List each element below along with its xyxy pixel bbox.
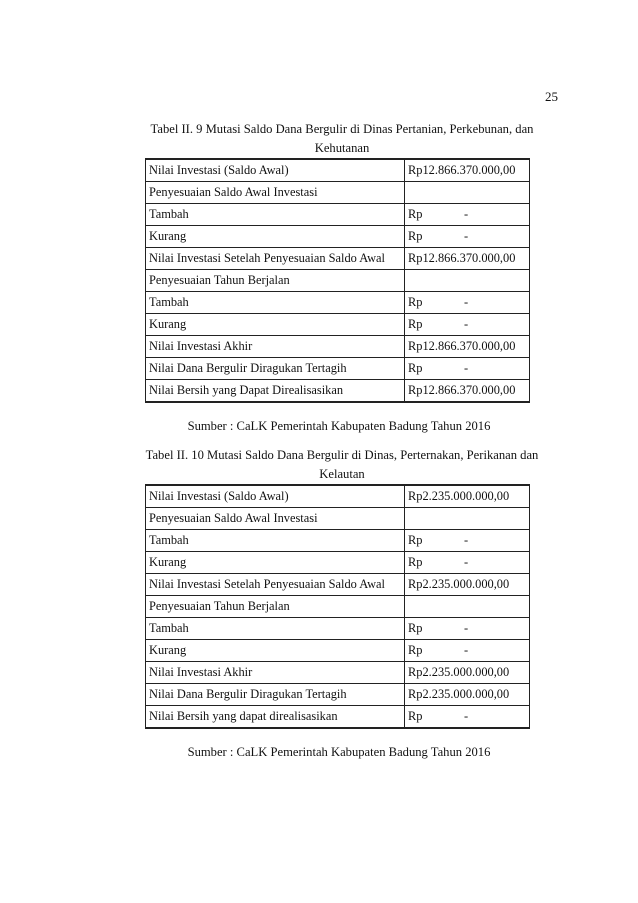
currency-symbol: Rp — [408, 643, 423, 657]
row-value — [405, 204, 530, 226]
currency-symbol: Rp — [408, 229, 423, 243]
table-row — [146, 358, 530, 380]
row-value: Rp12.866.370.000,00 — [405, 159, 530, 182]
row-label: Penyesuaian Saldo Awal Investasi — [146, 508, 405, 530]
amount-dash: - — [464, 533, 469, 547]
row-value: Rp2.235.000.000,00 — [405, 684, 530, 706]
table-row — [146, 336, 530, 358]
amount-dash: - — [464, 709, 469, 723]
row-label: Kurang — [146, 314, 405, 336]
row-label: Nilai Investasi Setelah Penyesuaian Saldo Awal — [146, 248, 405, 270]
currency-symbol: Rp — [408, 361, 423, 375]
row-value: Rp2.235.000.000,00 — [405, 662, 530, 684]
currency-symbol: Rp — [408, 621, 423, 635]
row-value — [405, 314, 530, 336]
row-label: Penyesuaian Saldo Awal Investasi — [146, 182, 405, 204]
currency-symbol: Rp — [408, 709, 423, 723]
table-row — [146, 618, 530, 640]
row-label: Tambah — [146, 618, 405, 640]
table-2-caption-line1: Tabel II. 10 Mutasi Saldo Dana Bergulir di Dinas, Perternakan, Perikanan dan — [145, 448, 539, 462]
row-value — [405, 596, 530, 618]
table-row — [146, 552, 530, 574]
table-row — [146, 596, 530, 618]
currency-symbol: Rp — [408, 555, 423, 569]
table-row — [146, 226, 530, 248]
table-2 — [145, 484, 530, 729]
table-1 — [145, 158, 530, 403]
table-row — [146, 380, 530, 403]
table-row — [146, 314, 530, 336]
table-row — [146, 508, 530, 530]
row-label: Nilai Dana Bergulir Diragukan Tertagih — [146, 684, 405, 706]
table-2-source: Sumber : CaLK Pemerintah Kabupaten Badung Tahun 2016 — [187, 745, 491, 759]
table-2-caption — [120, 446, 564, 484]
row-label: Nilai Dana Bergulir Diragukan Tertagih — [146, 358, 405, 380]
row-label: Nilai Investasi Setelah Penyesuaian Saldo Awal — [146, 574, 405, 596]
row-value — [405, 552, 530, 574]
table-row — [146, 574, 530, 596]
row-label: Kurang — [146, 552, 405, 574]
row-value: Rp2.235.000.000,00 — [405, 574, 530, 596]
row-value — [405, 640, 530, 662]
row-label: Nilai Bersih yang Dapat Direalisasikan — [146, 380, 405, 403]
row-label: Tambah — [146, 530, 405, 552]
amount-dash: - — [464, 555, 469, 569]
amount-dash: - — [464, 643, 469, 657]
table-row — [146, 182, 530, 204]
table-1-caption — [120, 120, 564, 158]
row-label: Penyesuaian Tahun Berjalan — [146, 596, 405, 618]
row-label: Tambah — [146, 204, 405, 226]
table-2-caption-line2: Kelautan — [319, 467, 365, 481]
row-label: Tambah — [146, 292, 405, 314]
row-value — [405, 292, 530, 314]
table-row — [146, 706, 530, 729]
row-value — [405, 530, 530, 552]
amount-dash: - — [464, 361, 469, 375]
row-value — [405, 508, 530, 530]
currency-symbol: Rp — [408, 295, 423, 309]
row-label: Penyesuaian Tahun Berjalan — [146, 270, 405, 292]
row-value — [405, 270, 530, 292]
table-row — [146, 640, 530, 662]
row-label: Nilai Bersih yang dapat direalisasikan — [146, 706, 405, 729]
currency-symbol: Rp — [408, 317, 423, 331]
currency-symbol: Rp — [408, 533, 423, 547]
amount-dash: - — [464, 295, 469, 309]
row-value — [405, 618, 530, 640]
table-row — [146, 270, 530, 292]
currency-symbol: Rp — [408, 207, 423, 221]
row-value: Rp12.866.370.000,00 — [405, 336, 530, 358]
table-row — [146, 530, 530, 552]
row-label: Nilai Investasi Akhir — [146, 662, 405, 684]
row-label: Nilai Investasi (Saldo Awal) — [146, 159, 405, 182]
row-label: Nilai Investasi Akhir — [146, 336, 405, 358]
row-value — [405, 706, 530, 729]
table-1-caption-line1: Tabel II. 9 Mutasi Saldo Dana Bergulir di Dinas Pertanian, Perkebunan, dan — [150, 122, 534, 136]
table-row — [146, 485, 530, 508]
row-value: Rp2.235.000.000,00 — [405, 485, 530, 508]
row-label: Nilai Investasi (Saldo Awal) — [146, 485, 405, 508]
table-row — [146, 684, 530, 706]
row-value — [405, 226, 530, 248]
table-1-caption-line2: Kehutanan — [314, 141, 370, 155]
table-row — [146, 292, 530, 314]
row-value — [405, 358, 530, 380]
row-value: Rp12.866.370.000,00 — [405, 248, 530, 270]
row-value: Rp12.866.370.000,00 — [405, 380, 530, 403]
amount-dash: - — [464, 229, 469, 243]
table-1-source: Sumber : CaLK Pemerintah Kabupaten Badung Tahun 2016 — [187, 419, 491, 433]
table-row — [146, 204, 530, 226]
row-label: Kurang — [146, 640, 405, 662]
row-label: Kurang — [146, 226, 405, 248]
amount-dash: - — [464, 317, 469, 331]
table-row — [146, 662, 530, 684]
page-number: 25 — [545, 89, 558, 104]
amount-dash: - — [464, 621, 469, 635]
table-row — [146, 159, 530, 182]
row-value — [405, 182, 530, 204]
table-row — [146, 248, 530, 270]
amount-dash: - — [464, 207, 469, 221]
